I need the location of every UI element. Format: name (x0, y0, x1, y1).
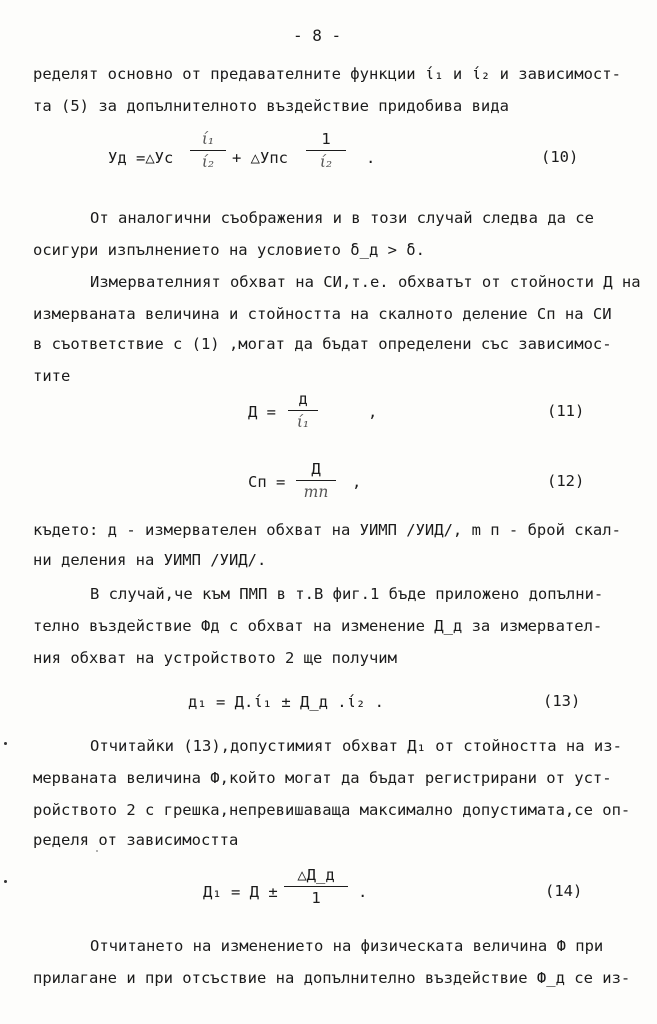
equation-11-fraction (288, 390, 318, 431)
fraction-bar (296, 480, 336, 481)
text-line: ни деления на УИМП /УИД/. (33, 551, 267, 569)
text-line: измерваната величина и стойността на скалното деление Сп на СИ (33, 305, 612, 323)
fraction-numerator: ί₁ (201, 130, 215, 148)
text-line: прилагане и при отсъствие на допълнително въздействие Ф_д се из- (33, 969, 631, 987)
fraction-denominator: ί₂ (201, 153, 215, 171)
fraction-bar (306, 150, 346, 151)
equation-10-lhs: Уд =△Ус (108, 149, 174, 167)
scan-speck (4, 880, 7, 883)
equation-14-tail: . (358, 883, 368, 901)
text-line: където: д - измервателен обхват на УИМП /УИД/, m п - брой скал- (33, 521, 621, 539)
equation-12-tail: , (352, 473, 362, 491)
fraction-numerator: д (298, 390, 308, 408)
text-line: Отчитайки (13),допустимият обхват Д₁ от стойността на из- (90, 737, 622, 755)
text-line: телно въздействие Фд с обхват на изменение Д_д за измервател- (33, 617, 603, 635)
equation-10-tail: . (366, 149, 376, 167)
text-line: ределя от зависимостта (33, 831, 239, 849)
equation-11-tail: , (368, 403, 378, 421)
page-number: - 8 - (293, 26, 342, 45)
fraction-numerator: △Д_д (297, 866, 335, 884)
equation-11-lhs: Д = (248, 403, 276, 421)
fraction-denominator: 1 (311, 889, 321, 907)
fraction-bar (284, 886, 348, 887)
equation-14-number: (14) (545, 882, 583, 900)
fraction-denominator: ί₂ (319, 153, 333, 171)
text-line: тите (33, 367, 71, 385)
equation-13-expression: д₁ = Д.ί₁ ± Д_д .ί₂ . (188, 693, 384, 711)
equation-10-fraction-1 (190, 130, 226, 171)
fraction-numerator: 1 (321, 130, 331, 148)
text-line: осигури изпълнението на условието δ_д > δ. (33, 241, 425, 259)
equation-13-number: (13) (543, 692, 581, 710)
equation-10-fraction-2 (306, 130, 346, 171)
equation-10-number: (10) (541, 148, 579, 166)
text-line: В случай,че към ПМП в т.В фиг.1 бъде приложено допълни- (90, 585, 604, 603)
text-line: ния обхват на устройството 2 ще получим (33, 649, 397, 667)
fraction-numerator: Д (311, 460, 321, 478)
text-line: От аналогични съображения и в този случай следва да се (90, 209, 594, 227)
equation-12-fraction (296, 460, 336, 501)
equation-14-fraction (284, 866, 348, 907)
scan-speck (4, 742, 7, 745)
text-line: Отчитането на изменението на физическата величина Ф при (90, 937, 604, 955)
scan-speck (96, 850, 98, 852)
text-line: Измервателният обхват на СИ,т.е. обхватът от стойности Д на (90, 273, 641, 291)
fraction-denominator: mп (303, 483, 329, 501)
text-line: в съответствие с (1) ,могат да бъдат определени със зависимос- (33, 335, 612, 353)
fraction-bar (288, 410, 318, 411)
fraction-denominator: ί₁ (296, 413, 310, 431)
equation-11-number: (11) (547, 402, 585, 420)
equation-10-middle: + △Упс (232, 149, 288, 167)
text-line: та (5) за допълнителното въздействие придобива вида (33, 97, 509, 115)
fraction-bar (190, 150, 226, 151)
text-line: мерваната величина Ф,който могат да бъдат регистрирани от уст- (33, 769, 612, 787)
equation-12-number: (12) (547, 472, 585, 490)
text-line: ределят основно от предавателните функции ί₁ и ί₂ и зависимост- (33, 65, 621, 83)
equation-12-lhs: Сп = (248, 473, 286, 491)
equation-14-lhs: Д₁ = Д ± (203, 883, 278, 901)
text-line: ройството 2 с грешка,непревишаваща максимално допустимата,се оп- (33, 801, 631, 819)
